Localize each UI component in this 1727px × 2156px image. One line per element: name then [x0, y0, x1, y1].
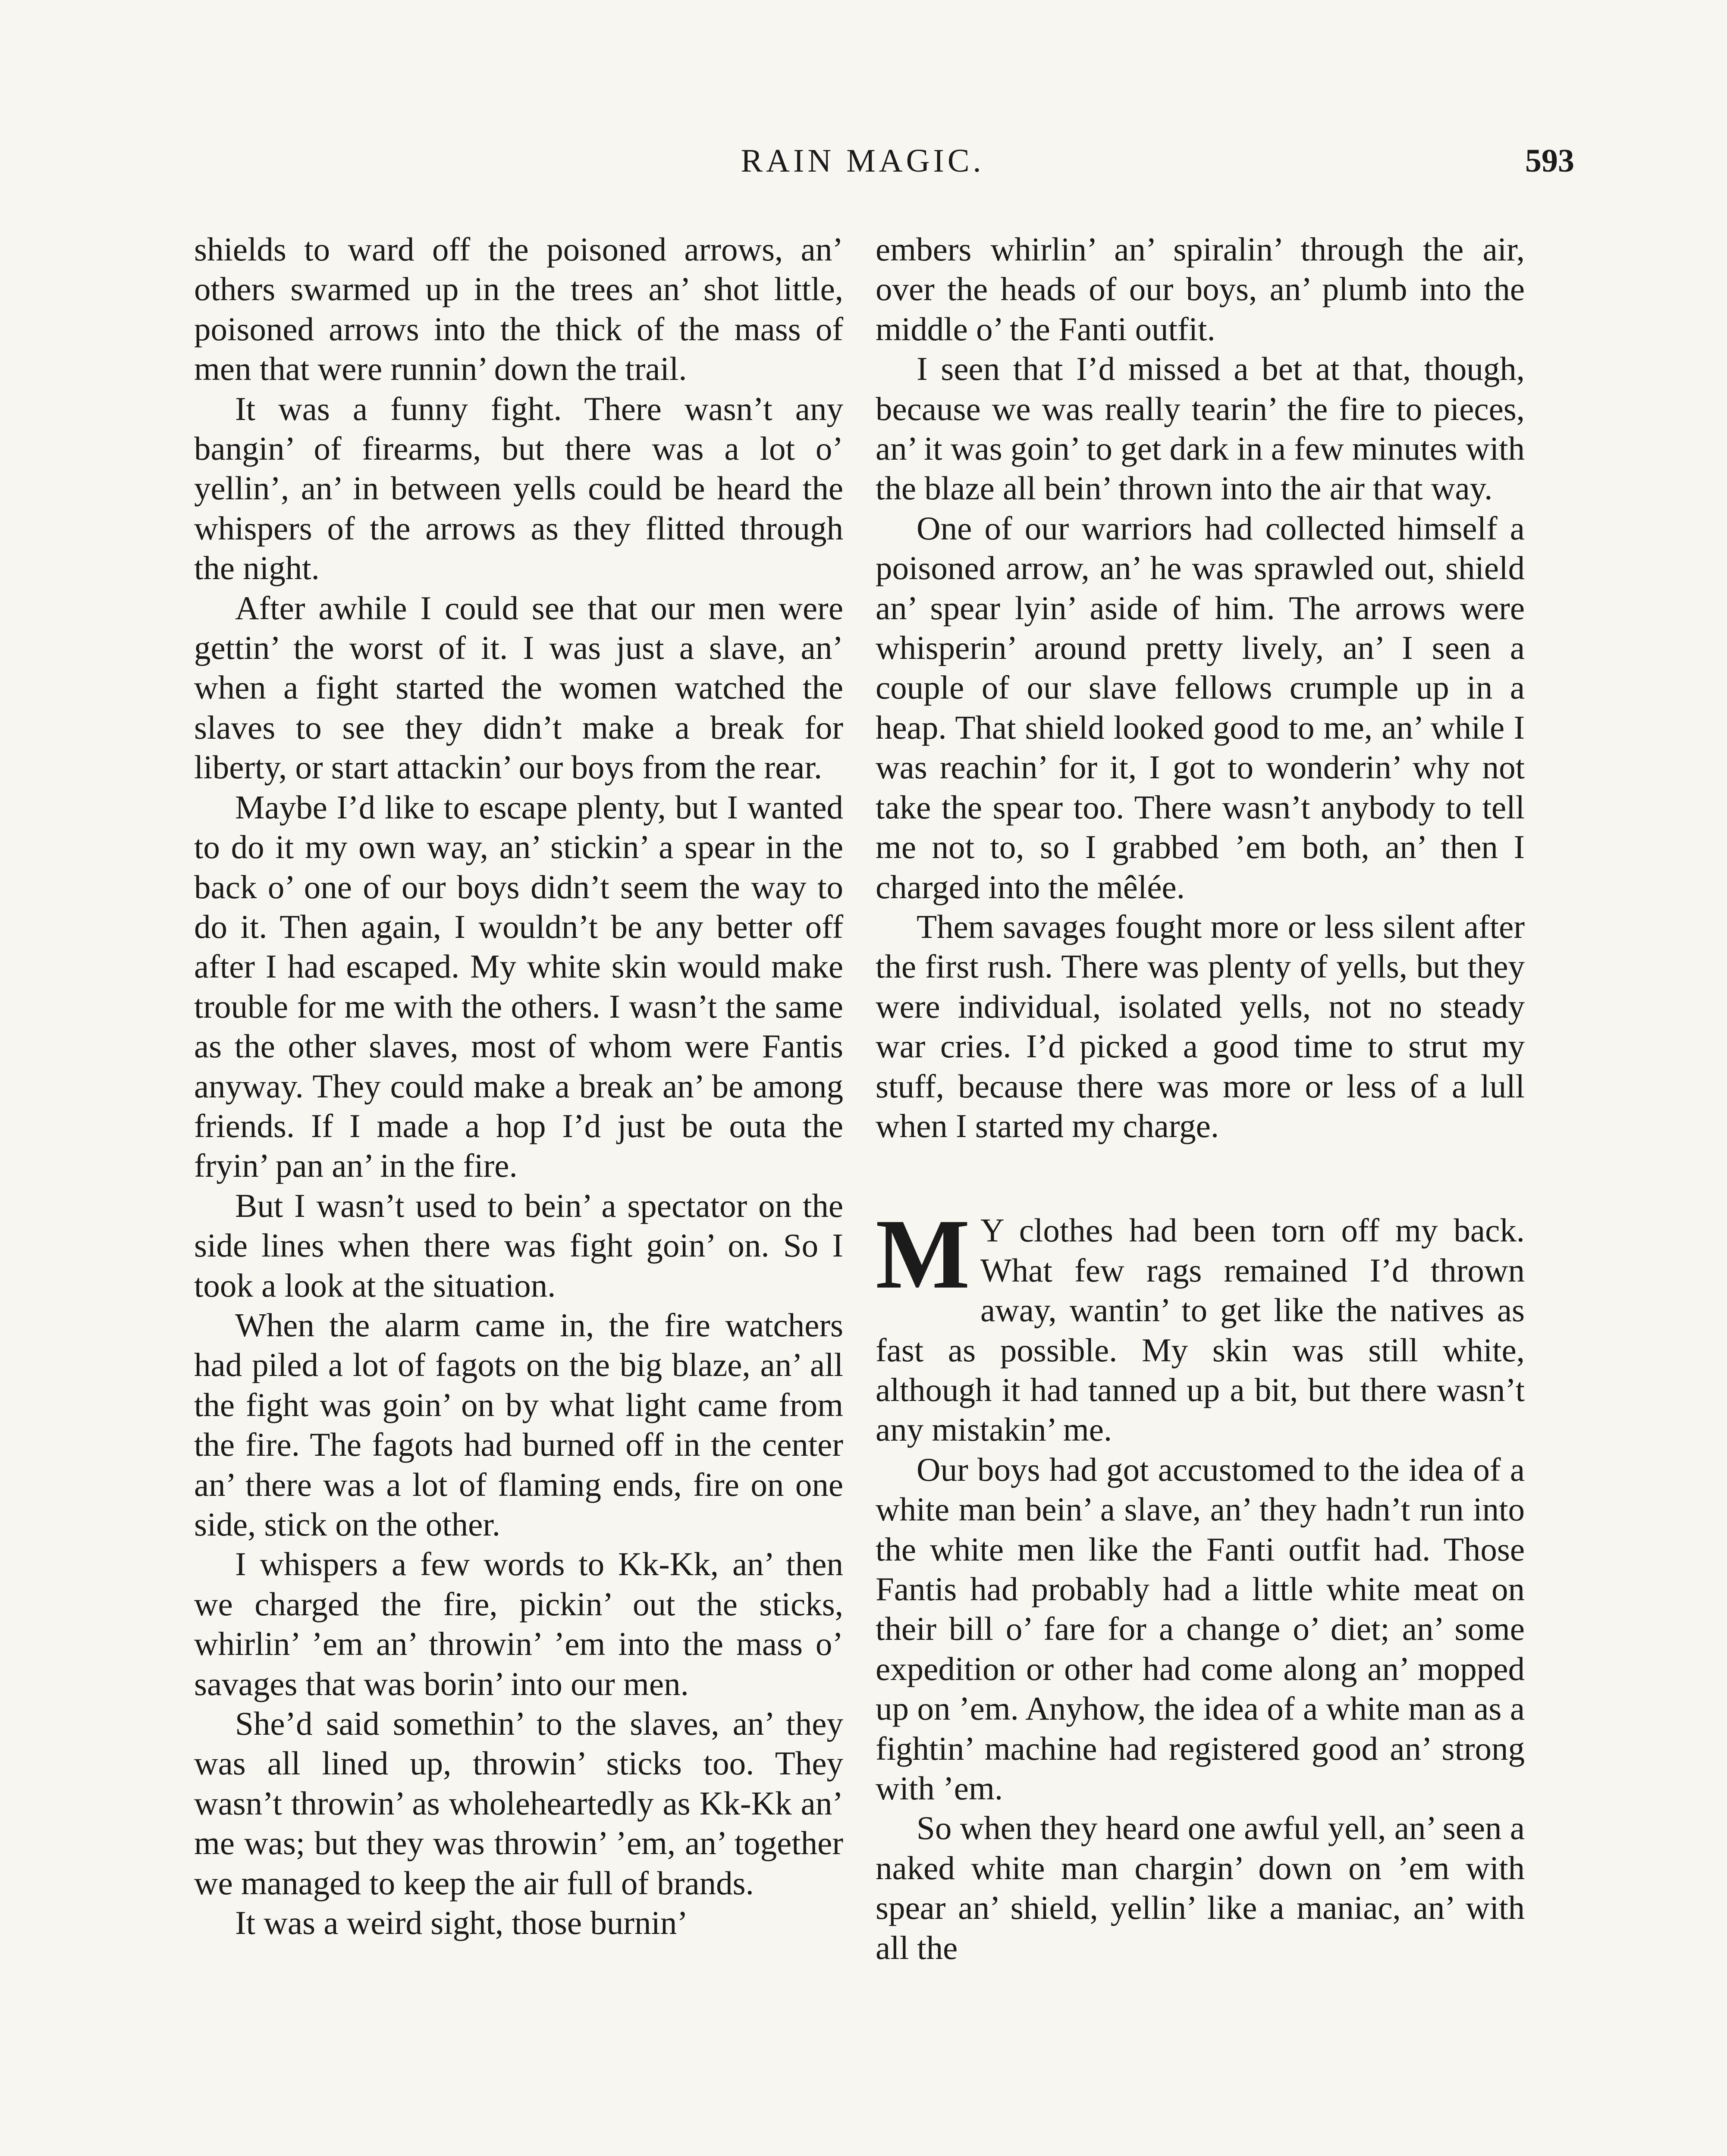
drop-cap-letter: M — [876, 1199, 970, 1310]
paragraph: She’d said somethin’ to the slaves, an’ they was all lined up, throwin’ sticks too. They wasn’t throwin’ as wholeheartedly as Kk-Kk an’ me was; but they was throwin’ ’em, an’ together we managed to keep the air full of brands. — [194, 1705, 843, 1902]
paragraph: Maybe I’d like to escape plenty, but I wanted to do it my own way, an’ stickin’ a spear in the back o’ one of our boys didn’t seem the way to do it. Then again, I wouldn’t be any better off after I had escaped. My white skin would make trouble for me with the others. I wasn’t the same as the other slaves, most of whom were Fantis anyway. They could make a break an’ be among friends. If I made a hop I’d just be outa the fryin’ pan an’ in the fire. — [194, 788, 843, 1185]
paragraph: So when they heard one awful yell, an’ seen a naked white man chargin’ down on ’em with spear an’ shield, yellin’ like a maniac, an’ with all the — [876, 1809, 1525, 1966]
paragraph: I seen that I’d missed a bet at that, though, because we was really tearin’ the fire to pieces, an’ it was goin’ to get dark in a few minutes with the blaze all bein’ thrown into the air that way. — [876, 350, 1525, 507]
paragraph: Our boys had got accustomed to the idea of a white man bein’ a slave, an’ they hadn’t run into the white men like the Fanti outfit had. Those Fantis had probably had a little white meat on their bill o’ fare for a change o’ diet; an’ some expedition or other had come along an’ mopped up on ’em. Anyhow, the idea of a white man as a fightin’ machine had registered good an’ strong with ’em. — [876, 1451, 1525, 1807]
dropcap-paragraph — [876, 1199, 1525, 1449]
paragraph: Them savages fought more or less silent after the first rush. There was plenty of yells, but they were individual, isolated yells, not no steady war cries. I’d picked a good time to strut my stuff, because there was more or less of a lull when I started my charge. — [876, 908, 1525, 1144]
paragraph: It was a funny fight. There wasn’t any bangin’ of firearms, but there was a lot o’ yellin’, an’ in between yells could be heard the whispers of the arrows as they flitted through the night. — [194, 390, 843, 587]
paragraph: But I wasn’t used to bein’ a spectator on the side lines when there was fight goin’ on. So I took a look at the situation. — [194, 1187, 843, 1304]
paragraph: One of our warriors had collected himself a poisoned arrow, an’ he was sprawled out, shield an’ spear lyin’ aside of him. The arrows were whisperin’ around pretty lively, an’ I seen a couple of our slave fellows crumple up in a heap. That shield looked good to me, an’ while I was reachin’ for it, I got to wonderin’ why not take the spear too. There wasn’t anybody to tell me not to, so I grabbed ’em both, an’ then I charged into the mêlée. — [876, 509, 1525, 906]
paragraph: When the alarm came in, the fire watchers had piled a lot of fagots on the big blaze, an’ all the fight was goin’ on by what light came from the fire. The fagots had burned off in the center an’ there was a lot of flaming ends, fire on one side, stick on the other. — [194, 1306, 843, 1543]
running-title: RAIN MAGIC. — [741, 143, 985, 179]
left-column — [194, 229, 843, 1943]
paragraph: shields to ward off the poisoned arrows, an’ others swarmed up in the trees an’ shot little, poisoned arrows into the thick of the mass of men that were runnin’ down the trail. — [194, 231, 843, 388]
right-column — [876, 229, 1525, 1968]
page-header — [194, 142, 1574, 194]
paragraph: embers whirlin’ an’ spiralin’ through the air, over the heads of our boys, an’ plumb into the middle o’ the Fanti outfit. — [876, 231, 1525, 348]
paragraph: After awhile I could see that our men were gettin’ the worst of it. I was just a slave, an’ when a fight started the women watched the slaves to see they didn’t make a break for liberty, or start attackin’ our boys from the rear. — [194, 589, 843, 786]
paragraph: I whispers a few words to Kk-Kk, an’ then we charged the fire, pickin’ out the sticks, whirlin’ ’em an’ throwin’ ’em into the mass o’ savages that was borin’ into our men. — [194, 1545, 843, 1702]
page-number: 593 — [1525, 143, 1574, 179]
paragraph: It was a weird sight, those burnin’ — [235, 1904, 688, 1942]
section-break — [876, 1146, 1525, 1210]
dropcap-paragraph-text: Y clothes had been torn off my back. What few rags remained I’d thrown away, wantin’ to get like the natives as fast as possible. My skin was still white, although it had tanned up a bit, but there wasn’t any mistakin’ me. — [876, 1212, 1525, 1448]
